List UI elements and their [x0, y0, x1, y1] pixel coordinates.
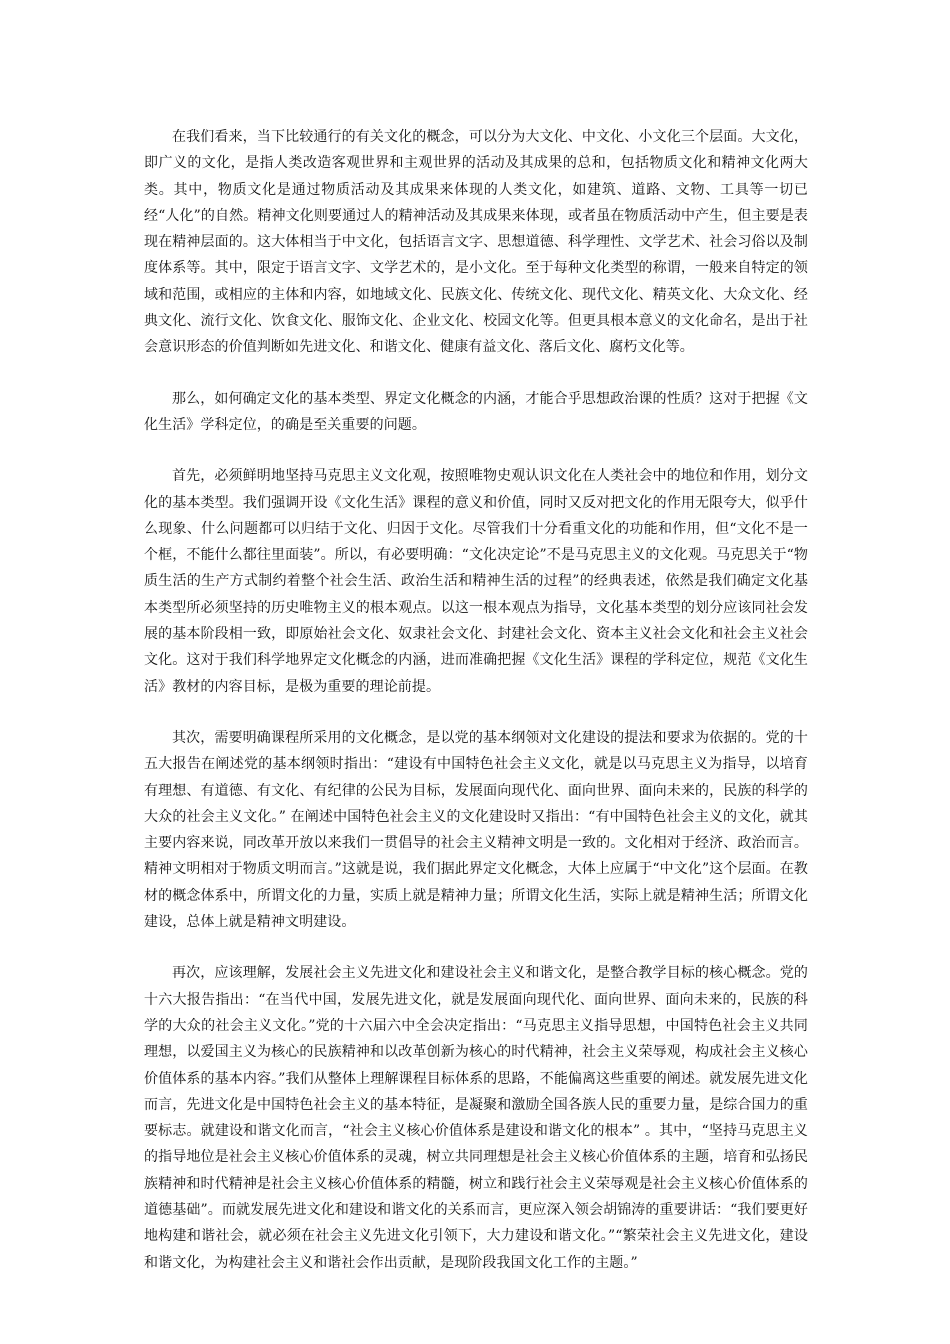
paragraph-second-point: 其次，需要明确课程所采用的文化概念，是以党的基本纲领对文化建设的提法和要求为依据的。党的十五大报告在阐述党的基本纲领时指出：“建设有中国特色社会主义文化，就是以马克思主义为指导，以培育有理想、有道德、有文化、有纪律的公民为目标，发展面向现代化、面向世界、面向未来的，民族的科学的大众的社会主义文化。” 在阐述中国特色社会主义的文化建设时又指出：“有中国特色社会主义的文化，就其主要内容来说，同改革开放以来我们一贯倡导的社会主义精神文明是一致的。文化相对于经济、政治而言。精神文明相对于物质文明而言。”这就是说，我们据此界定文化概念，大体上应属于“中文化”这个层面。在教材的概念体系中，所谓文化的力量，实质上就是精神力量；所谓文化生活，实际上就是精神生活；所谓文化建设，总体上就是精神文明建设。 [144, 729, 808, 931]
paragraph-spacer [144, 361, 808, 386]
paragraph-spacer [144, 935, 808, 960]
paragraph-key-question: 那么，如何确定文化的基本类型、界定文化概念的内涵，才能合乎思想政治课的性质？这对于把握《文化生活》学科定位，的确是至关重要的问题。 [144, 390, 808, 433]
paragraph-third-point: 再次，应该理解，发展社会主义先进文化和建设社会主义和谐文化，是整合教学目标的核心概念。党的十六大报告指出：“在当代中国，发展先进文化，就是发展面向现代化、面向世界、面向未来的，民族的科学的大众的社会主义文化。”党的十六届六中全会决定指出：“马克思主义指导思想，中国特色社会主义共同理想，以爱国主义为核心的民族精神和以改革创新为核心的时代精神，社会主义荣辱观，构成社会主义核心价值体系的基本内容。”我们从整体上理解课程目标体系的思路，不能偏离这些重要的阐述。就发展先进文化而言，先进文化是中国特色社会主义的基本特征，是凝聚和激励全国各族人民的重要力量，是综合国力的重要标志。就建设和谐文化而言，“社会主义核心价值体系是建设和谐文化的根本” 。其中，“坚持马克思主义的指导地位是社会主义核心价值体系的灵魂，树立共同理想是社会主义核心价值体系的主题，培育和弘扬民族精神和时代精神是社会主义核心价值体系的精髓，树立和践行社会主义荣辱观是社会主义核心价值体系的道德基础”。而就发展先进文化和建设和谐文化的关系而言，更应深入领会胡锦涛的重要讲话：“我们要更好地构建和谐社会，就必须在社会主义先进文化引领下，大力建设和谐文化。”“繁荣社会主义先进文化，建设和谐文化，为构建社会主义和谐社会作出贡献，是现阶段我国文化工作的主题。” [144, 965, 808, 1271]
paragraph-spacer [144, 438, 808, 463]
paragraph-spacer [144, 700, 808, 725]
paragraph-cultural-levels: 在我们看来，当下比较通行的有关文化的概念，可以分为大文化、中文化、小文化三个层面。大文化，即广义的文化，是指人类改造客观世界和主观世界的活动及其成果的总和，包括物质文化和精神文化两大类。其中，物质文化是通过物质活动及其成果来体现的人类文化，如建筑、道路、文物、工具等一切已经“人化”的自然。精神文化则要通过人的精神活动及其成果来体现，或者虽在物质活动中产生，但主要是表现在精神层面的。这大体相当于中文化，包括语言文字、思想道德、科学理性、文学艺术、社会习俗以及制度体系等。其中，限定于语言文字、文学艺术的，是小文化。至于每种文化类型的称谓，一般来自特定的领域和范围，或相应的主体和内容，如地域文化、民族文化、传统文化、现代文化、精英文化、大众文化、经典文化、流行文化、饮食文化、服饰文化、企业文化、校园文化等。但更具根本意义的文化命名，是出于社会意识形态的价值判断如先进文化、和谐文化、健康有益文化、落后文化、腐朽文化等。 [144, 129, 808, 356]
paragraph-first-point: 首先，必须鲜明地坚持马克思主义文化观，按照唯物史观认识文化在人类社会中的地位和作用，划分文化的基本类型。我们强调开设《文化生活》课程的意义和价值，同时又反对把文化的作用无限夸大，似乎什么现象、什么问题都可以归结于文化、归因于文化。尽管我们十分看重文化的功能和作用，但“文化不是一个框，不能什么都往里面装”。所以，有必要明确：“文化决定论”不是马克思主义的文化观。马克思关于“物质生活的生产方式制约着整个社会生活、政治生活和精神生活的过程”的经典表述，依然是我们确定文化基本类型所必须坚持的历史唯物主义的根本观点。以这一根本观点为指导，文化基本类型的划分应该同社会发展的基本阶段相一致，即原始社会文化、奴隶社会文化、封建社会文化、资本主义社会文化和社会主义社会文化。这对于我们科学地界定文化概念的内涵，进而准确把握《文化生活》课程的学科定位，规范《文化生活》教材的内容目标，是极为重要的理论前提。 [144, 468, 808, 695]
document-body [144, 124, 808, 1276]
